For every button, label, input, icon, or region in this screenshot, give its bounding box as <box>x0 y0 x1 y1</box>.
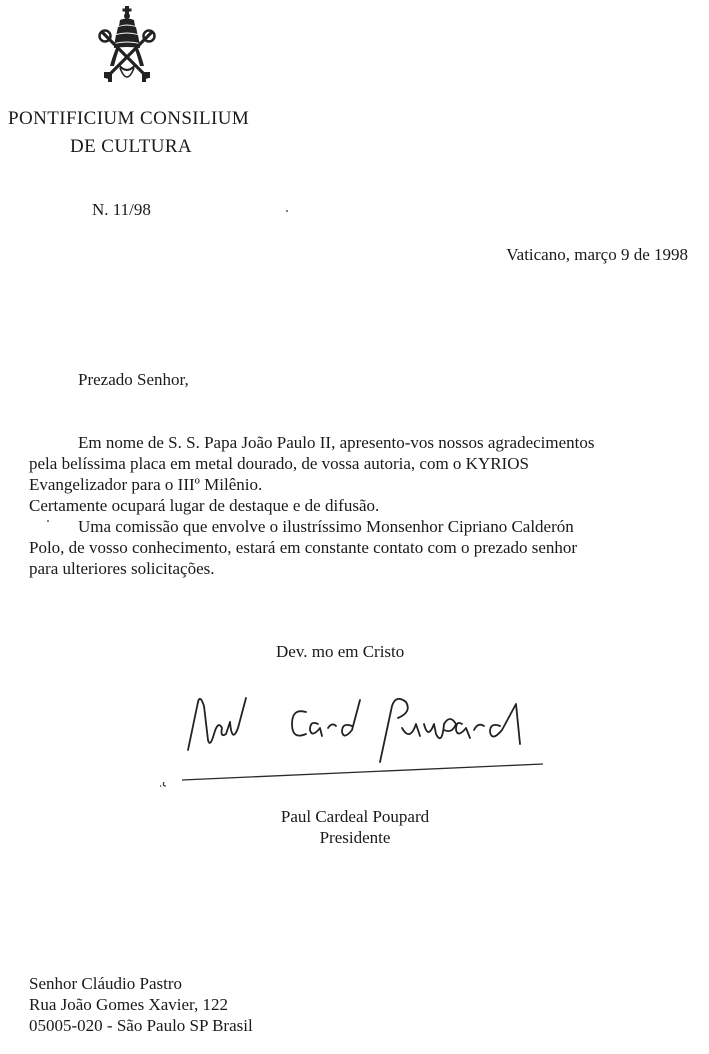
body-paragraph-2-line-1: Certamente ocupará lugar de destaque e de difusão. <box>29 496 380 515</box>
signature-line <box>160 760 545 790</box>
letter-date: Vaticano, março 9 de 1998 <box>506 245 688 264</box>
organization-name: PONTIFICIUM CONSILIUM <box>8 108 250 129</box>
papal-tiara-crossed-keys-icon <box>96 6 158 88</box>
addressee-name: Senhor Cláudio Pastro <box>29 974 182 993</box>
body-paragraph-3-line-3: para ulteriores solicitações. <box>29 559 215 578</box>
addressee-street: Rua João Gomes Xavier, 122 <box>29 995 229 1014</box>
reference-number: N. 11/98 <box>92 200 151 219</box>
handwritten-signature <box>180 684 540 764</box>
signer-name: Paul Cardeal Poupard <box>280 807 430 826</box>
signer-block <box>250 806 460 848</box>
body-paragraph-1-line-3: Evangelizador para o IIIº Milênio. <box>29 475 263 494</box>
letter-body <box>29 432 699 579</box>
scan-speck <box>47 520 49 522</box>
body-paragraph-1-line-2: pela belíssima placa em metal dourado, de vossa autoria, com o KYRIOS <box>29 454 529 473</box>
body-paragraph-3-line-1: Uma comissão que envolve o ilustríssimo Monsenhor Cipriano Calderón <box>78 517 574 536</box>
salutation: Prezado Senhor, <box>78 370 189 389</box>
body-paragraph-1-line-1: Em nome de S. S. Papa João Paulo II, apresento-vos nossos agradecimentos <box>78 433 595 452</box>
closing-phrase: Dev. mo em Cristo <box>276 642 405 661</box>
organization-name-line2: DE CULTURA <box>70 136 193 157</box>
addressee-block <box>29 973 253 1036</box>
signer-title: Presidente <box>319 828 391 847</box>
body-paragraph-3-line-2: Polo, de vosso conhecimento, estará em constante contato com o prezado senhor <box>29 538 578 557</box>
addressee-city: 05005-020 - São Paulo SP Brasil <box>29 1016 253 1035</box>
scan-speck <box>286 210 288 212</box>
